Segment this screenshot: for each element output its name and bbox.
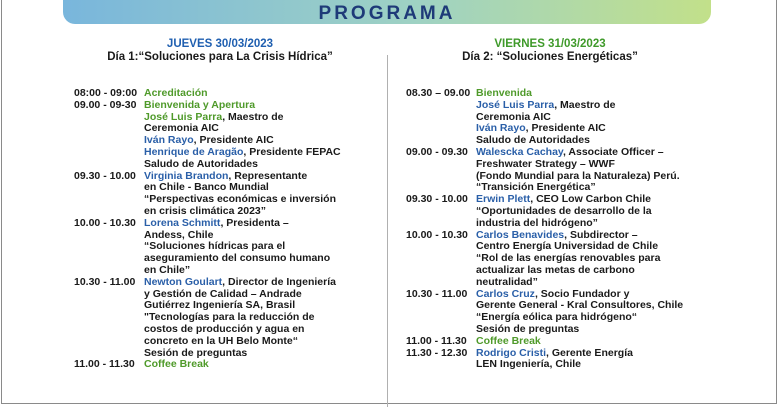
entry-text: , Subdirector – [564,228,638,241]
entry-text: , Associate Officer – [562,145,664,158]
entry-text: en Chile” [144,263,191,276]
entry-text: “Soluciones hídricas para el [144,240,286,253]
speaker-highlight: Coffee Break [144,358,209,371]
day1-subtitle: Día 1:“Soluciones para La Crisis Hídrica” [107,51,333,63]
entry-details [144,218,374,277]
entry-text: , Presidenta – [220,216,289,229]
entry-details [476,289,706,336]
speaker-highlight: Carlos Benavides [476,228,565,241]
entry-text: Ceremonia AIC [144,122,219,135]
entry-text: LEN Ingeniería, Chile [476,358,582,371]
entry-text: Sesión de preguntas [476,322,580,335]
entry-text: , Maestro de [222,110,284,123]
entry-details [476,194,706,229]
day2-header [400,38,700,63]
speaker-highlight: Henrique de Aragão [144,145,244,158]
entry-text: en Chile - Banco Mundial [144,181,269,194]
entry-details [144,100,374,171]
day1-date: JUEVES 30/03/2023 [166,38,274,50]
entry-details [476,88,706,147]
entry-text: Andess, Chile [144,228,214,241]
speaker-highlight: Carlos Cruz [476,287,535,300]
speaker-highlight: José Luis Parra [476,98,555,111]
entry-text: en crisis climática 2023” [144,204,266,217]
entry-text: y Gestión de Calidad – Andrade [144,287,302,300]
entry-text: neutralidad” [476,275,538,288]
entry-time: 10.30 - 11.00 [406,287,468,300]
entry-line [476,359,706,371]
entry-text: , Maestro de [554,98,616,111]
program-banner [63,0,711,24]
entry-line [144,359,374,371]
entry-text: “Energía eólica para hidrógeno“ [476,311,638,324]
entry-text: Saludo de Autoridades [144,157,258,170]
entry-time: 09.00 - 09.30 [406,145,468,158]
entry-text: Centro Energía Universidad de Chile [476,240,659,253]
speaker-highlight: Walescka Cachay [476,145,563,158]
speaker-highlight: Bienvenida [476,87,533,99]
entry-details [476,230,706,289]
schedule-entry [406,147,706,194]
entry-text: concreto en la UH Belo Monte“ [144,334,299,347]
speaker-highlight: Coffee Break [476,334,541,347]
entry-text: , Presidente FEPAC [243,145,341,158]
entry-time: 10.00 - 10.30 [74,216,136,229]
speaker-highlight: Rodrigo Cristi [476,346,546,359]
speaker-highlight: Lorena Schmitt [144,216,221,229]
entry-text: “Transición Energética” [476,181,596,194]
entry-time: 11.30 - 12.30 [406,346,468,359]
entry-text: costos de producción y agua en [144,322,305,335]
entry-time: 08:00 - 09:00 [74,87,138,99]
column-divider [387,55,388,407]
entry-text: industria del hidrógeno” [476,216,598,229]
entry-text: , Socio Fundador y [534,287,630,300]
schedule-entry [406,88,706,147]
entry-text: “Perspectivas económicas e inversión [144,193,337,206]
schedule-entry [406,289,706,336]
day2-date: VIERNES 31/03/2023 [494,38,606,50]
program-title: PROGRAMA [318,3,456,24]
schedule-entry [406,230,706,289]
day2-subtitle: Día 2: “Soluciones Energéticas” [462,51,638,63]
speaker-highlight: Erwin Plett [476,193,531,206]
entry-text: Gutiérrez Ingeniería SA, Brasil [144,299,296,312]
schedule-entry [74,277,374,360]
schedule-entry [74,171,374,218]
entry-time: 08.30 – 09.00 [406,87,471,99]
entry-details [476,147,706,194]
entry-time: 10.30 - 11.00 [74,275,136,288]
speaker-highlight: Newton Goulart [144,275,223,288]
entry-details [144,359,374,371]
day2-schedule [406,88,706,371]
schedule-entry [74,218,374,277]
entry-time: 11.00 - 11.30 [74,358,135,371]
entry-text: (Fondo Mundial para la Naturaleza) Perú. [476,169,680,182]
entry-text: , Director de Ingeniería [222,275,336,288]
entry-details [144,277,374,360]
speaker-highlight: Iván Rayo [476,122,526,135]
entry-text: Gerente General - Kral Consultores, Chile [476,299,684,312]
entry-time: 09.00 - 09-30 [74,98,137,111]
entry-time: 09.30 - 10.00 [74,169,136,182]
schedule-entry [406,348,706,372]
entry-time: 11.00 - 11.30 [406,334,467,347]
entry-details [476,348,706,372]
entry-text: Saludo de Autoridades [476,134,590,147]
entry-text: “Rol de las energías renovables para [476,252,661,265]
speaker-highlight: Acreditación [144,87,208,99]
schedule-entry [74,359,374,371]
entry-text: Freshwater Strategy – WWF [476,157,615,170]
entry-time: 09.30 - 10.00 [406,193,468,206]
speaker-highlight: Virginia Brandon [144,169,229,182]
speaker-highlight: Iván Rayo [144,134,194,147]
entry-text: actualizar las metas de carbono [476,263,635,276]
entry-text: “Oportunidades de desarrollo de la [476,204,652,217]
entry-text: , Representante [228,169,308,182]
entry-time: 10.00 - 10.30 [406,228,468,241]
entry-text: "Tecnologías para la reducción de [144,311,315,324]
entry-text: Sesión de preguntas [144,346,248,359]
entry-text: , Presidente AIC [525,122,606,135]
entry-text: Ceremonia AIC [476,110,551,123]
schedule-entry [406,194,706,229]
day1-header [70,38,370,63]
speaker-highlight: Bienvenida y Apertura [144,98,256,111]
schedule-entry [74,100,374,171]
day1-schedule [74,88,374,371]
entry-details [144,171,374,218]
entry-text: aseguramiento del consumo humano [144,252,331,265]
speaker-highlight: José Luis Parra [144,110,223,123]
entry-text: , Presidente AIC [193,134,274,147]
entry-text: , CEO Low Carbon Chile [530,193,652,206]
entry-text: , Gerente Energía [546,346,633,359]
